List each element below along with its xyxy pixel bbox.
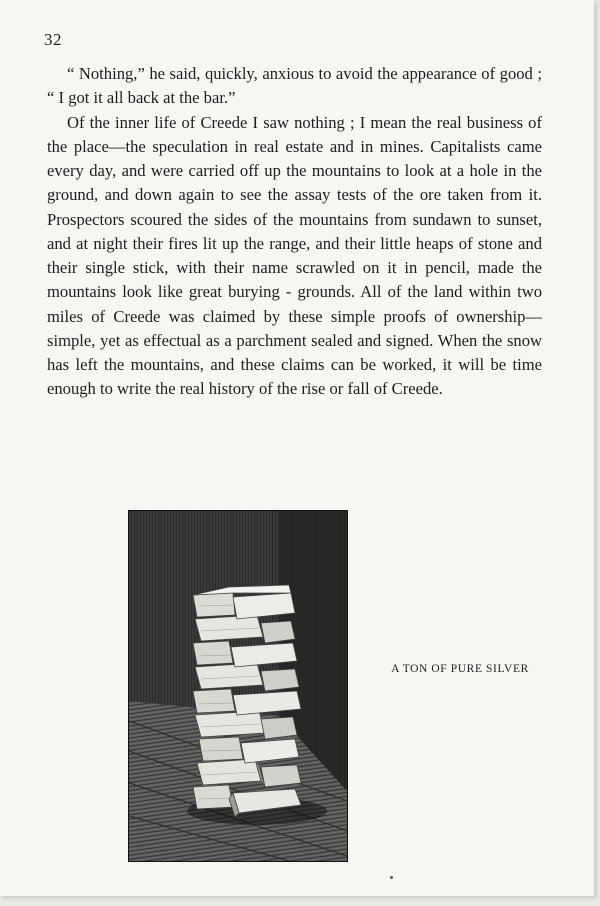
paper-speck — [390, 876, 393, 879]
paragraph-1: “ Nothing,” he said, quickly, anxious to avoid the appearance of good ; “ I got it all back at the bar.” — [47, 64, 542, 108]
page-number: 32 — [44, 30, 62, 49]
paragraph-2: Of the inner life of Creede I saw nothing ; I mean the real business of the place—the speculation in real estate and in mines. Capitalists came every day, and were carried off up the mountains to look at a hole in the ground, and down again to see the assay tests of the ore taken from it. Prospectors scoured the sides of the mountains from sundawn to sunset, and at night their fires lit up the range, and their little heaps of stone and their single stick, with their name scrawled on it in pencil, made the mountains look like great burying - grounds. All of the land within two miles of Creede was claimed by these simple proofs of ownership—simple, yet as effectual as a parchment sealed and signed. When the snow has left the mountains, and these claims can be worked, it will be time enough to write the real history of the rise or fall of Creede. — [47, 112, 542, 399]
figure-caption: A TON OF PURE SILVER — [391, 663, 529, 675]
body-text — [47, 62, 542, 402]
silver-stack-engraving — [129, 511, 347, 861]
silver-ingots-illustration — [128, 510, 348, 862]
